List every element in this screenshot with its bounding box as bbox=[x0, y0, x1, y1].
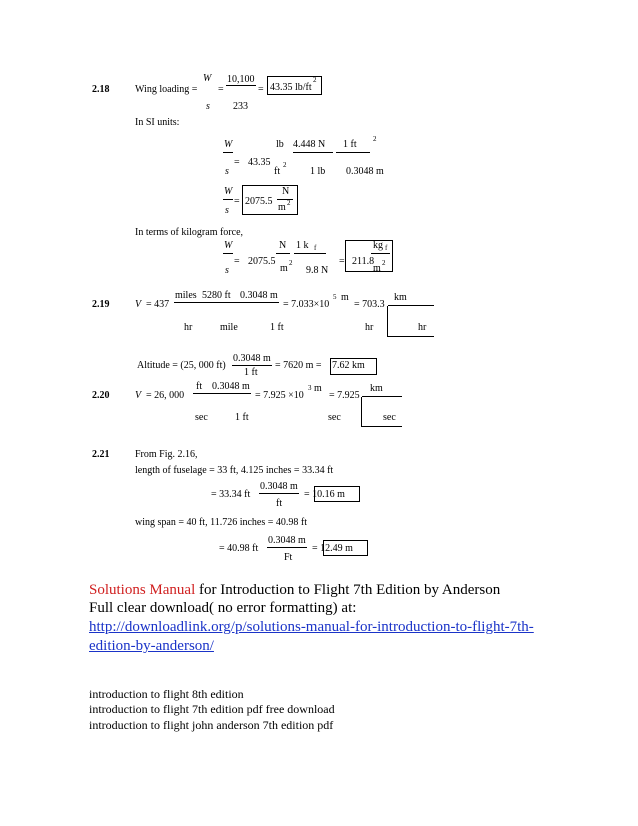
fraction-bar bbox=[226, 85, 256, 86]
ft-unit: ft bbox=[196, 381, 203, 392]
one-lb: 1 lb bbox=[310, 166, 326, 177]
fraction-bar bbox=[193, 393, 251, 394]
sec-unit: sec bbox=[195, 412, 208, 423]
w-symbol: W bbox=[224, 186, 233, 197]
m-unit: m bbox=[280, 263, 288, 274]
km-unit: km bbox=[394, 292, 407, 303]
fuselage-expression: = 33.34 ft bbox=[211, 489, 251, 500]
result-box bbox=[314, 486, 360, 502]
equals-sign: = bbox=[218, 84, 224, 95]
keyword-line: introduction to flight 8th edition bbox=[89, 687, 244, 701]
fraction-bar bbox=[259, 493, 299, 494]
v-symbol: V bbox=[135, 390, 142, 401]
fuselage-result: = 10.16 m bbox=[304, 489, 345, 500]
one-ft: 1 ft bbox=[235, 412, 249, 423]
superscript-2: 2 bbox=[283, 161, 287, 169]
s-symbol: s bbox=[206, 101, 210, 112]
value-0-3048-m: 0.3048 m bbox=[233, 353, 271, 364]
value-233: 233 bbox=[233, 101, 248, 112]
value-43-35: 43.35 bbox=[248, 157, 271, 168]
w-symbol: W bbox=[224, 139, 233, 150]
n-unit: N bbox=[279, 240, 287, 251]
value-0-3048-m: 0.3048 m bbox=[268, 535, 306, 546]
m-unit: m bbox=[314, 383, 322, 394]
equals-sign: = bbox=[339, 256, 345, 267]
fraction-bar bbox=[232, 365, 272, 366]
kgf-label: In terms of kilogram force, bbox=[135, 227, 244, 238]
superscript-2: 2 bbox=[373, 135, 377, 143]
download-notice: Full clear download( no error formatting) at: bbox=[89, 600, 357, 616]
result-43-35: 43.35 lb/ft bbox=[270, 82, 312, 93]
one-ft: 1 ft bbox=[343, 139, 357, 150]
value-0-3048-m: 0.3048 m bbox=[212, 381, 250, 392]
value-5280-ft: 5280 ft bbox=[202, 290, 231, 301]
download-link-continued[interactable]: edition-by-anderson/ bbox=[89, 638, 214, 654]
sec-unit: sec bbox=[328, 412, 341, 423]
subscript-f: f bbox=[314, 244, 317, 252]
value-211-8: 211.8 bbox=[352, 256, 375, 267]
wing-loading-label: Wing loading = bbox=[135, 84, 198, 95]
lb-unit: lb bbox=[276, 139, 284, 150]
one-kf: 1 k bbox=[296, 240, 309, 251]
footer-title bbox=[89, 581, 500, 599]
miles-unit: miles bbox=[175, 290, 197, 301]
value-0-3048-m: 0.3048 m bbox=[240, 290, 278, 301]
value-26000: = 26, 000 bbox=[146, 390, 185, 401]
sec-unit: sec bbox=[383, 412, 396, 423]
result-box bbox=[387, 306, 434, 337]
value-0-3048-m: 0.3048 m bbox=[260, 481, 298, 492]
fraction-bar bbox=[223, 199, 233, 200]
wingspan-result: = 12.49 m bbox=[312, 543, 353, 554]
value-7-62-km: 7.62 km bbox=[332, 360, 365, 371]
value-7-925: = 7.925 bbox=[329, 390, 360, 401]
value-2075-5: 2075.5 bbox=[248, 256, 276, 267]
fraction-bar bbox=[267, 547, 307, 548]
hr-unit: hr bbox=[184, 322, 193, 333]
one-ft: 1 ft bbox=[244, 367, 258, 378]
kg-unit: kg bbox=[373, 240, 383, 251]
n-unit: N bbox=[282, 186, 290, 197]
keyword-line: introduction to flight john anderson 7th edition pdf bbox=[89, 718, 334, 732]
value-10100: 10,100 bbox=[227, 74, 255, 85]
m-unit: m bbox=[373, 263, 381, 274]
fraction-bar bbox=[371, 253, 390, 254]
equals-sign: = bbox=[234, 196, 240, 207]
keyword-line: introduction to flight 7th edition pdf free download bbox=[89, 702, 335, 716]
result-7-033: = 7.033×10 bbox=[283, 299, 330, 310]
m-unit: m bbox=[278, 202, 286, 213]
km-unit: km bbox=[370, 383, 383, 394]
fraction-bar bbox=[174, 302, 279, 303]
from-fig-label: From Fig. 2.16, bbox=[135, 449, 198, 460]
ft-unit: ft bbox=[276, 498, 283, 509]
book-title: for Introduction to Flight 7th Edition by Anderson bbox=[195, 582, 501, 598]
fraction-bar bbox=[223, 152, 233, 153]
problem-number-2-19: 2.19 bbox=[92, 299, 110, 310]
hr-unit: hr bbox=[418, 322, 427, 333]
altitude-expression: Altitude = (25, 000 ft) bbox=[137, 360, 226, 371]
equals-sign: = bbox=[258, 84, 264, 95]
result-box bbox=[323, 540, 368, 556]
v-symbol: V bbox=[135, 299, 142, 310]
one-ft: 1 ft bbox=[270, 322, 284, 333]
s-symbol: s bbox=[225, 166, 229, 177]
wing-span: wing span = 40 ft, 11.726 inches = 40.98 ft bbox=[135, 517, 308, 528]
m-unit: m bbox=[341, 292, 349, 303]
altitude-result: = 7620 m = bbox=[275, 360, 322, 371]
value-9-8-n: 9.8 N bbox=[306, 265, 329, 276]
value-437: = 437 bbox=[146, 299, 170, 310]
fraction-bar bbox=[276, 253, 290, 254]
fraction-bar bbox=[223, 253, 233, 254]
value-703-3: = 703.3 bbox=[354, 299, 385, 310]
s-symbol: s bbox=[225, 265, 229, 276]
value-0-3048-m: 0.3048 m bbox=[346, 166, 384, 177]
download-link[interactable]: http://downloadlink.org/p/solutions-manual-for-introduction-to-flight-7th- bbox=[89, 619, 534, 635]
ft-unit: ft bbox=[274, 166, 281, 177]
exponent-3: 3 bbox=[308, 384, 312, 392]
subscript-f: f bbox=[385, 244, 388, 252]
exponent-5: 5 bbox=[333, 293, 337, 301]
superscript-2: 2 bbox=[289, 259, 293, 267]
superscript-2: 2 bbox=[287, 199, 291, 207]
result-box bbox=[361, 397, 402, 427]
fuselage-length: length of fuselage = 33 ft, 4.125 inches = 33.34 ft bbox=[135, 465, 334, 476]
value-2075-5: 2075.5 bbox=[245, 196, 273, 207]
equals-sign: = bbox=[234, 157, 240, 168]
hr-unit: hr bbox=[365, 322, 374, 333]
problem-number-2-20: 2.20 bbox=[92, 390, 110, 401]
fraction-bar bbox=[293, 152, 333, 153]
problem-number-2-18: 2.18 bbox=[92, 84, 110, 95]
w-symbol: W bbox=[203, 73, 212, 84]
fraction-bar bbox=[294, 253, 326, 254]
ft-unit: Ft bbox=[284, 552, 293, 563]
superscript-2: 2 bbox=[382, 259, 386, 267]
mile-unit: mile bbox=[220, 322, 238, 333]
fraction-bar bbox=[336, 152, 370, 153]
problem-number-2-21: 2.21 bbox=[92, 449, 110, 460]
value-4-448-n: 4.448 N bbox=[293, 139, 326, 150]
w-symbol: W bbox=[224, 240, 233, 251]
si-units-label: In SI units: bbox=[135, 117, 180, 128]
s-symbol: s bbox=[225, 205, 229, 216]
wingspan-expression: = 40.98 ft bbox=[219, 543, 259, 554]
equals-sign: = bbox=[234, 256, 240, 267]
result-7-925: = 7.925 ×10 bbox=[255, 390, 304, 401]
superscript-2: 2 bbox=[313, 76, 317, 84]
solutions-manual-label: Solutions Manual bbox=[89, 582, 196, 598]
